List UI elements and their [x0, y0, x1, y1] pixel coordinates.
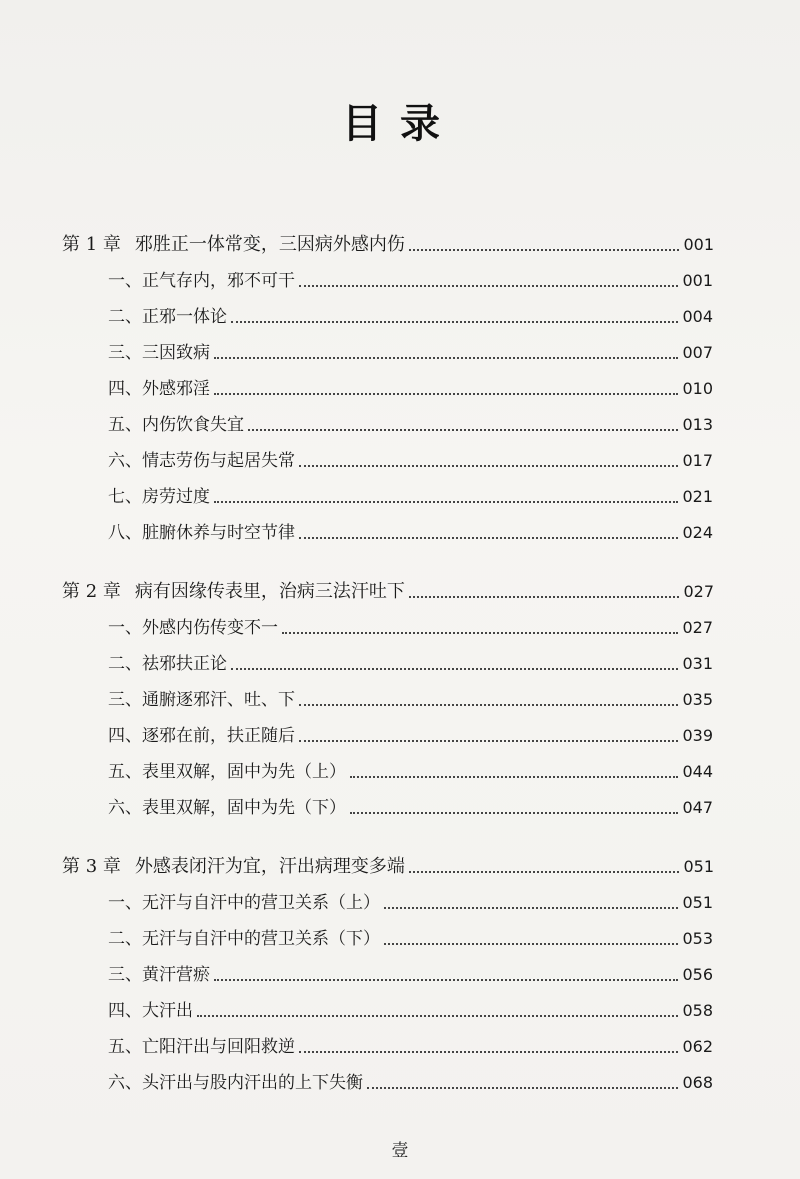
- dot-leader: [384, 943, 678, 945]
- section-title: 三、通腑逐邪汗、吐、下: [108, 690, 295, 710]
- page-number: 021: [682, 487, 713, 506]
- page-number: 001: [682, 271, 713, 290]
- section-title: 二、正邪一体论: [108, 307, 227, 327]
- toc-section[interactable]: [108, 298, 713, 328]
- toc-section[interactable]: [108, 789, 713, 819]
- toc-section[interactable]: [108, 406, 713, 436]
- dot-leader: [214, 393, 678, 395]
- section-title: 五、表里双解，固中为先（上）: [108, 762, 346, 782]
- toc-chapter-1[interactable]: [62, 226, 714, 256]
- section-title: 一、正气存内，邪不可干: [108, 271, 295, 291]
- page-number: 047: [682, 798, 713, 817]
- toc-section[interactable]: [108, 334, 713, 364]
- toc-section[interactable]: [108, 753, 713, 783]
- toc-chapter-2[interactable]: [62, 573, 714, 603]
- chapter-title: 邪胜正一体常变，三因病外感内伤: [134, 234, 405, 255]
- dot-leader: [214, 357, 678, 359]
- toc-section[interactable]: [108, 262, 713, 292]
- dot-leader: [231, 668, 678, 670]
- dot-leader: [231, 321, 678, 323]
- dot-leader: [248, 429, 678, 431]
- section-title: 一、无汗与自汗中的营卫关系（上）: [108, 893, 380, 913]
- dot-leader: [299, 465, 678, 467]
- page-title: 目录: [342, 101, 458, 147]
- chapter-label: 第 1 章: [62, 234, 121, 255]
- dot-leader: [214, 979, 678, 981]
- section-title: 二、无汗与自汗中的营卫关系（下）: [108, 929, 380, 949]
- section-title: 五、内伤饮食失宜: [108, 415, 244, 435]
- chapter-title: 外感表闭汗为宜，汗出病理变多端: [134, 856, 405, 877]
- toc-section[interactable]: [108, 992, 713, 1022]
- page-number: 031: [682, 654, 713, 673]
- page-number: 007: [682, 343, 713, 362]
- dot-leader: [299, 704, 678, 706]
- section-title: 四、外感邪淫: [108, 379, 210, 399]
- dot-leader: [409, 596, 680, 598]
- page-number: 001: [683, 235, 714, 254]
- page-number: 058: [682, 1001, 713, 1020]
- toc-section[interactable]: [108, 920, 713, 950]
- dot-leader: [409, 871, 680, 873]
- dot-leader: [214, 501, 678, 503]
- page-number: 035: [682, 690, 713, 709]
- page-number: 017: [682, 451, 713, 470]
- toc-section[interactable]: [108, 681, 713, 711]
- dot-leader: [282, 632, 678, 634]
- section-title: 六、情志劳伤与起居失常: [108, 451, 295, 471]
- page-number: 024: [682, 523, 713, 542]
- toc-section[interactable]: [108, 478, 713, 508]
- page-number: 068: [682, 1073, 713, 1092]
- section-title: 四、逐邪在前，扶正随后: [108, 726, 295, 746]
- section-title: 五、亡阳汗出与回阳救逆: [108, 1037, 295, 1057]
- section-title: 三、三因致病: [108, 343, 210, 363]
- page-footer-number: 壹: [391, 1141, 409, 1161]
- section-title: 四、大汗出: [108, 1001, 193, 1021]
- chapter-label: 第 3 章: [62, 856, 121, 877]
- dot-leader: [350, 812, 678, 814]
- section-title: 六、头汗出与股内汗出的上下失衡: [108, 1073, 363, 1093]
- dot-leader: [299, 537, 678, 539]
- dot-leader: [384, 907, 678, 909]
- page-number: 056: [682, 965, 713, 984]
- dot-leader: [299, 1051, 678, 1053]
- section-title: 三、黄汗营瘀: [108, 965, 210, 985]
- section-title: 六、表里双解，固中为先（下）: [108, 798, 346, 818]
- page-number: 004: [682, 307, 713, 326]
- toc-section[interactable]: [108, 514, 713, 544]
- toc-section[interactable]: [108, 956, 713, 986]
- chapter-title: 病有因缘传表里，治病三法汗吐下: [134, 581, 405, 602]
- dot-leader: [350, 776, 678, 778]
- section-title: 二、祛邪扶正论: [108, 654, 227, 674]
- page-number: 053: [682, 929, 713, 948]
- toc-section[interactable]: [108, 884, 713, 914]
- dot-leader: [367, 1087, 678, 1089]
- page-number: 039: [682, 726, 713, 745]
- page-number: 010: [682, 379, 713, 398]
- page-number: 027: [682, 618, 713, 637]
- section-title: 八、脏腑休养与时空节律: [108, 523, 295, 543]
- section-title: 七、房劳过度: [108, 487, 210, 507]
- page-number: 027: [683, 582, 714, 601]
- toc-section[interactable]: [108, 645, 713, 675]
- toc-chapter-3[interactable]: [62, 848, 714, 878]
- page-number: 044: [682, 762, 713, 781]
- page-number: 051: [682, 893, 713, 912]
- page-number: 062: [682, 1037, 713, 1056]
- page-number: 013: [682, 415, 713, 434]
- toc-section[interactable]: [108, 1064, 713, 1094]
- toc-section[interactable]: [108, 609, 713, 639]
- dot-leader: [409, 249, 680, 251]
- toc-section[interactable]: [108, 1028, 713, 1058]
- dot-leader: [299, 740, 678, 742]
- toc-section[interactable]: [108, 370, 713, 400]
- toc-section[interactable]: [108, 442, 713, 472]
- dot-leader: [197, 1015, 678, 1017]
- section-title: 一、外感内伤传变不一: [108, 618, 278, 638]
- dot-leader: [299, 285, 678, 287]
- chapter-label: 第 2 章: [62, 581, 121, 602]
- toc-section[interactable]: [108, 717, 713, 747]
- page-number: 051: [683, 857, 714, 876]
